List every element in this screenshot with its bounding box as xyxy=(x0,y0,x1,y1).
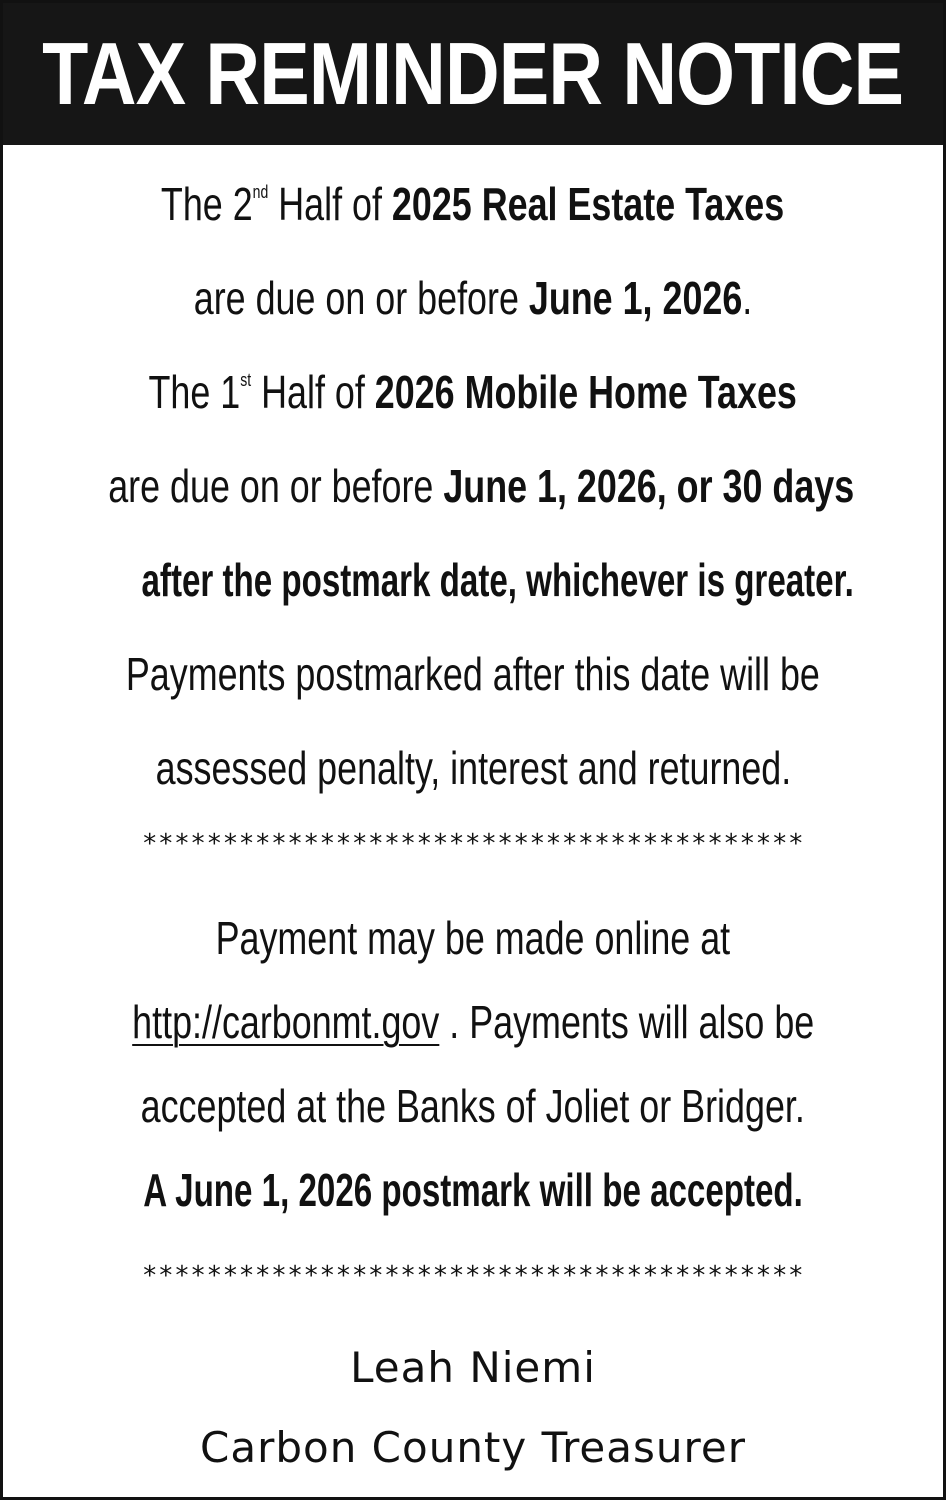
superscript: st xyxy=(240,370,252,390)
text-segment: . xyxy=(742,272,753,324)
text-segment: The 1 xyxy=(148,366,241,418)
online-payment-line xyxy=(3,911,943,965)
superscript: nd xyxy=(253,182,269,202)
treasurer-title: Carbon County Treasurer xyxy=(200,1423,746,1472)
text-segment: are due on or before xyxy=(193,272,529,324)
postmark-rule-line xyxy=(3,553,943,607)
text-segment: The 2 xyxy=(161,178,254,230)
url-line xyxy=(3,995,943,1049)
separator-bottom: ***************************************** xyxy=(141,1261,805,1291)
due-date: June 1, 2026 xyxy=(528,272,743,324)
due-date: June 1, 2026, or 30 days xyxy=(443,460,855,512)
real-estate-due-line xyxy=(3,271,943,325)
banks-line xyxy=(3,1079,943,1133)
mobile-home-due-line xyxy=(3,459,943,513)
separator-top: ***************************************** xyxy=(141,829,805,859)
penalty-text: assessed penalty, interest and returned. xyxy=(155,742,791,794)
treasurer-name: Leah Niemi xyxy=(350,1343,596,1392)
notice-title: TAX REMINDER NOTICE xyxy=(42,24,904,123)
banks-text: accepted at the Banks of Joliet or Bridger. xyxy=(140,1080,806,1132)
penalty-line-2 xyxy=(3,741,943,795)
online-payment-text: Payment may be made online at xyxy=(215,912,731,964)
notice-header xyxy=(3,3,943,145)
text-segment: . Payments will also be xyxy=(439,996,815,1048)
real-estate-taxes-label: 2025 Real Estate Taxes xyxy=(392,178,785,230)
postmark-accepted-text: A June 1, 2026 postmark will be accepted. xyxy=(143,1164,803,1216)
penalty-line-1 xyxy=(3,647,943,701)
postmark-accepted-line xyxy=(3,1163,943,1217)
mobile-home-taxes-label: 2026 Mobile Home Taxes xyxy=(375,366,798,418)
text-segment: Half of xyxy=(268,178,393,230)
text-segment: are due on or before xyxy=(108,460,444,512)
mobile-home-line xyxy=(3,365,943,419)
real-estate-line xyxy=(3,177,943,231)
text-segment: Half of xyxy=(251,366,376,418)
penalty-text: Payments postmarked after this date will be xyxy=(125,648,821,700)
payment-website-link[interactable]: http://carbonmt.gov xyxy=(131,996,440,1048)
postmark-rule: after the postmark date, whichever is greater. xyxy=(141,554,854,606)
